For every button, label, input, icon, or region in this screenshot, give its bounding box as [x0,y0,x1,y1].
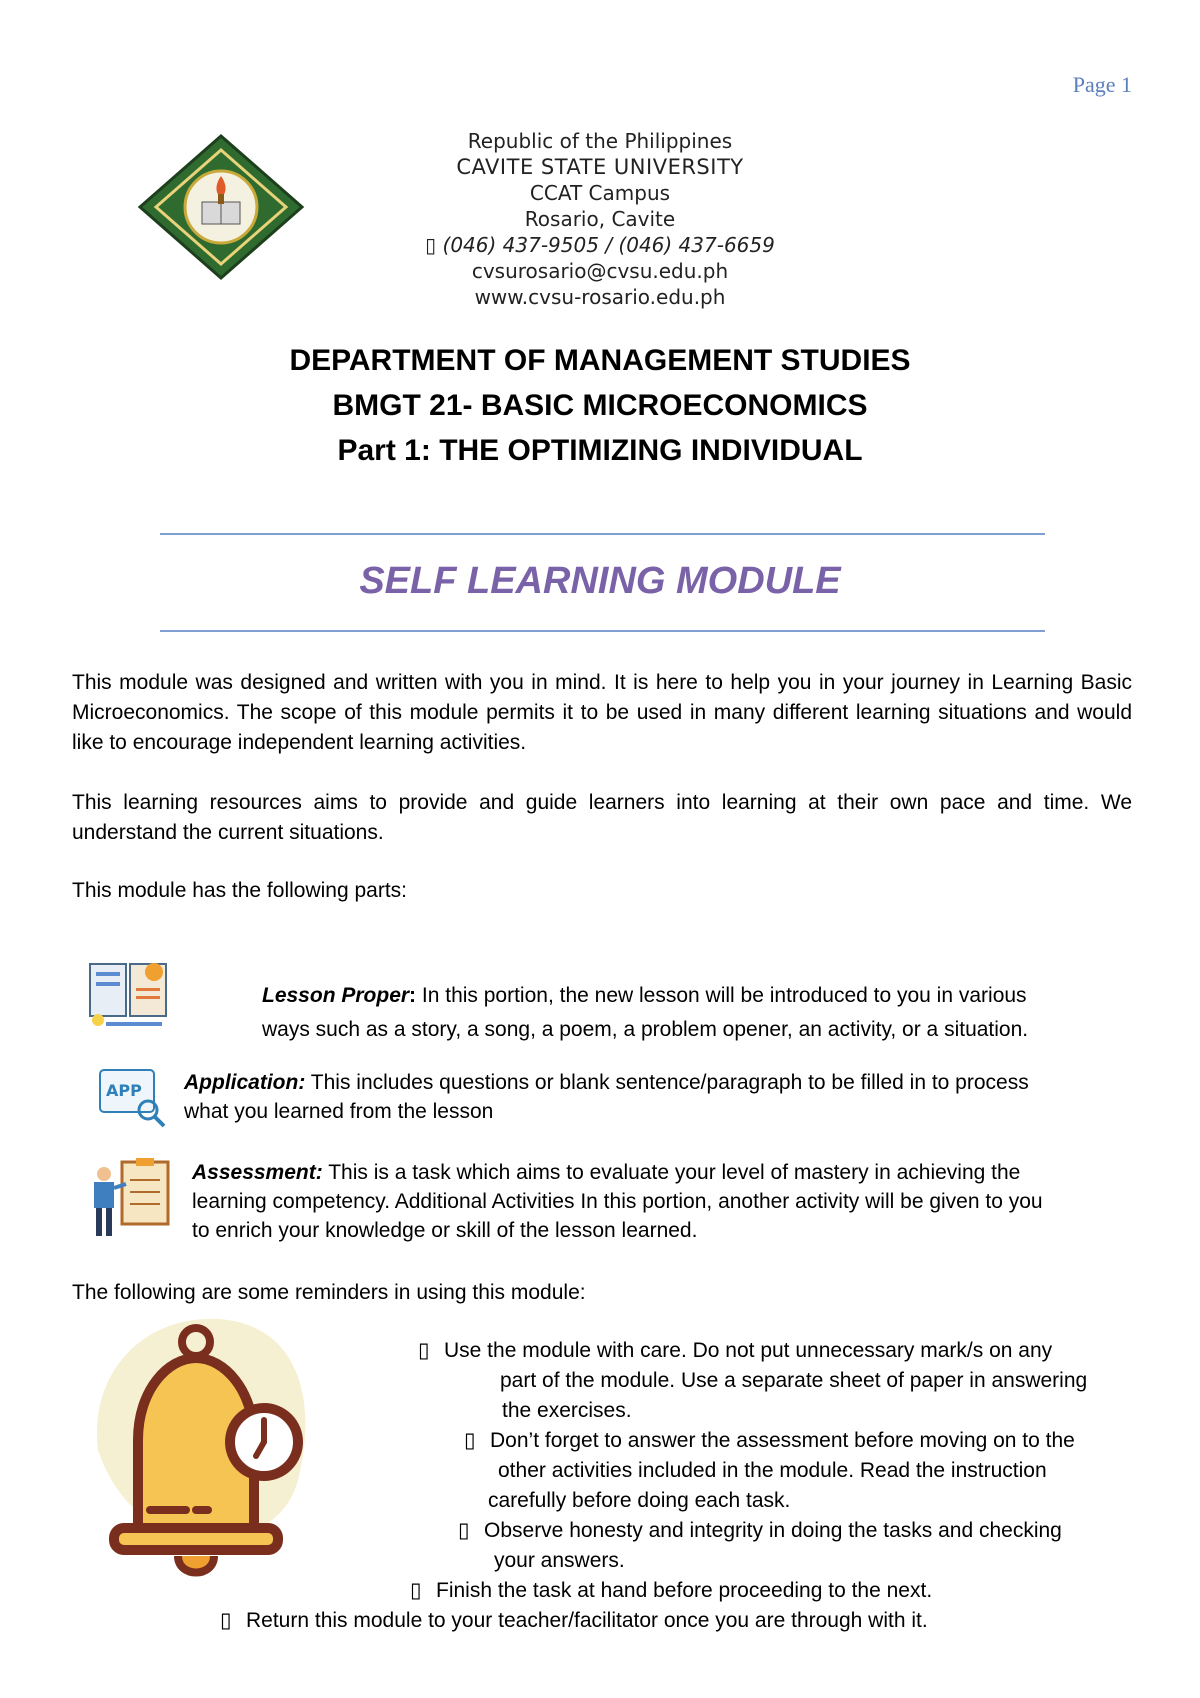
bullet-icon: ▯ [410,1579,422,1602]
campus-name: CCAT Campus [529,181,671,205]
phone-numbers-text: (046) 437-9505 / (046) 437-6659 [442,233,775,257]
assessment-clipboard-icon [86,1156,174,1240]
reminder-1-line-2: part of the module. Use a separate sheet of paper in answering [500,1369,1088,1392]
reminder-1-line-1: Use the module with care. Do not put unnecessary mark/s on any [444,1339,1053,1362]
reminders-heading: The following are some reminders in using this module: [72,1281,586,1304]
bullet-icon: ▯ [220,1609,232,1632]
intro-paragraph-2: This learning resources aims to provide and guide learners into learning at their own pace and time. We understand the current situations. [72,791,1132,844]
top-divider [160,533,1045,535]
reminder-5-text: Return this module to your teacher/facilitator once you are through with it. [246,1609,928,1632]
reminder-5 [220,1606,1180,1636]
intro-paragraph-1: This module was designed and written with you in mind. It is here to help you in your journey in Learning Basic Microeconomics. The scope of this module permits it to be used in many different learning situations and would like to encourage independent learning activities. [72,671,1132,754]
reminder-1-line-3: the exercises. [502,1399,632,1422]
republic-line: Republic of the Philippines [467,129,733,153]
application-label: Application: [184,1071,306,1094]
reminder-4 [410,1576,1170,1606]
phone-icon: ▯ [425,233,437,257]
page-number: Page 1 [1072,72,1132,97]
institution-header [300,128,900,310]
assessment-text-1: This is a task which aims to evaluate your level of mastery in achieving the [322,1161,1021,1184]
module-title: SELF LEARNING MODULE [359,560,841,602]
application-app-icon [96,1066,168,1128]
bottom-divider [160,630,1045,632]
reminder-2-line-2: other activities included in the module. Read the instruction [498,1459,1047,1482]
website-address: www.cvsu-rosario.edu.ph [474,285,726,309]
lesson-book-icon [86,958,176,1034]
application-item [184,1068,1144,1126]
lesson-proper-colon: : [409,984,417,1007]
bell-clock-icon [78,1310,330,1600]
application-text-1: This includes questions or blank sentence/paragraph to be filled in to process [305,1071,1029,1094]
assessment-item [192,1158,1152,1245]
document-titles [0,338,1200,473]
application-icon-text: APP [106,1081,142,1100]
campus-location: Rosario, Cavite [524,207,676,231]
lesson-proper-text-2: ways such as a story, a song, a poem, a problem opener, an activity, or a situation. [262,1018,1029,1041]
department-title: DEPARTMENT OF MANAGEMENT STUDIES [289,344,911,377]
reminder-1 [418,1336,1178,1426]
bullet-icon: ▯ [458,1519,470,1542]
assessment-text-2: learning competency. Additional Activities In this portion, another activity will be given to you [192,1190,1043,1213]
intro-paragraph-3: This module has the following parts: [72,879,408,902]
assessment-text-3: to enrich your knowledge or skill of the lesson learned. [192,1219,698,1242]
reminder-4-text: Finish the task at hand before proceeding to the next. [436,1579,933,1602]
reminder-3-line-2: your answers. [494,1549,625,1572]
application-text-2: what you learned from the lesson [184,1100,494,1123]
assessment-label: Assessment: [192,1161,323,1184]
part-title: Part 1: THE OPTIMIZING INDIVIDUAL [337,434,863,467]
course-title: BMGT 21- BASIC MICROECONOMICS [332,389,868,422]
reminder-3 [458,1516,1178,1576]
lesson-proper-text-1: In this portion, the new lesson will be introduced to you in various [416,984,1027,1007]
reminder-2 [464,1426,1184,1516]
university-seal-logo [136,132,306,282]
phone-numbers [300,232,900,258]
bullet-icon: ▯ [418,1339,430,1362]
reminder-3-line-1: Observe honesty and integrity in doing the tasks and checking [484,1519,1062,1542]
reminder-2-line-3: carefully before doing each task. [488,1489,791,1512]
lesson-proper-item [262,980,1162,1046]
bullet-icon: ▯ [464,1429,476,1452]
email-address: cvsurosario@cvsu.edu.ph [471,259,729,283]
university-name: CAVITE STATE UNIVERSITY [456,155,744,179]
lesson-proper-label: Lesson Proper [262,984,410,1007]
reminder-2-line-1: Don’t forget to answer the assessment before moving on to the [490,1429,1075,1452]
